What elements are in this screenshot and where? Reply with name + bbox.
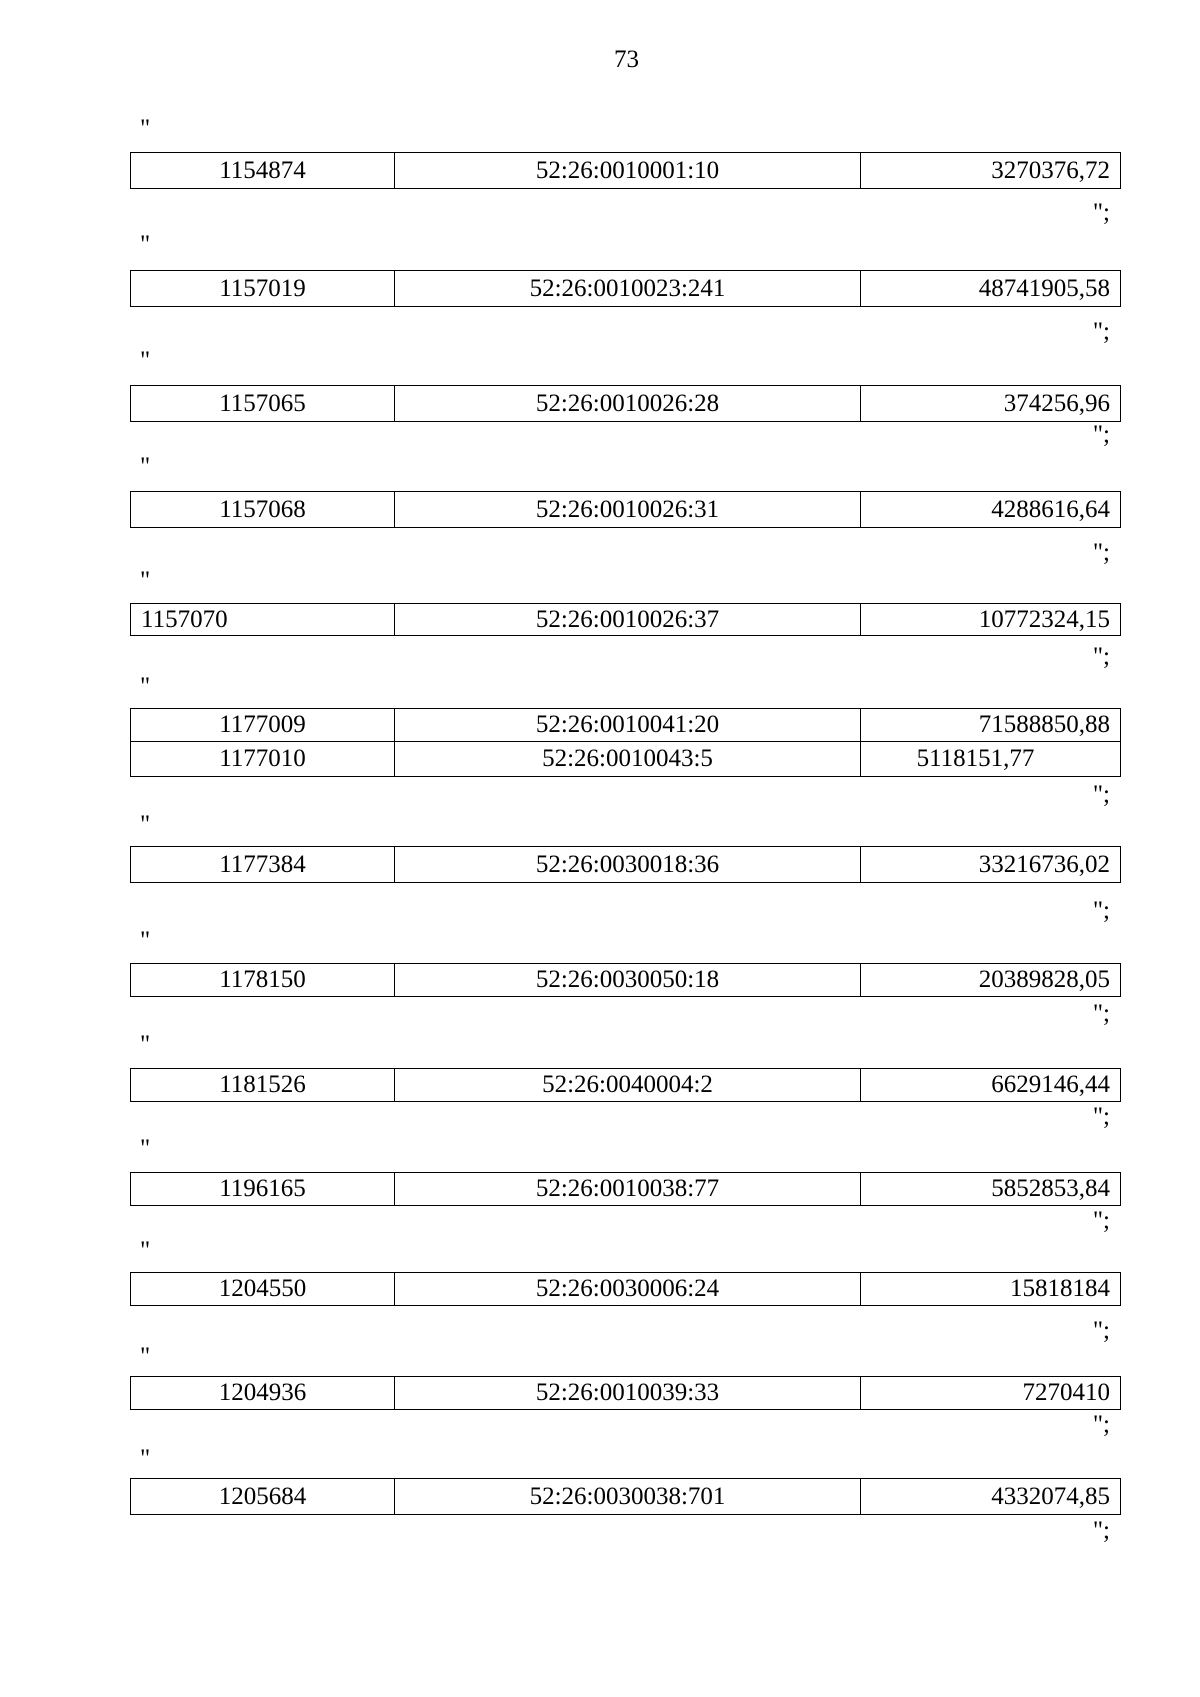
cadastral-number: 52:26:0010001:10 bbox=[395, 153, 861, 189]
page-number: 73 bbox=[614, 46, 639, 73]
cadastral-number: 52:26:0010039:33 bbox=[395, 1377, 861, 1410]
close-quote: "; bbox=[1092, 1317, 1110, 1344]
table-row bbox=[131, 1273, 1121, 1306]
cadastral-number: 52:26:0030038:701 bbox=[395, 1479, 861, 1515]
record-number: 1181526 bbox=[131, 1069, 395, 1102]
table-row bbox=[131, 1069, 1121, 1102]
table-row bbox=[131, 1173, 1121, 1206]
record-table bbox=[130, 152, 1121, 189]
record-number: 1157068 bbox=[131, 492, 395, 528]
cadastral-value: 48741905,58 bbox=[861, 271, 1121, 307]
table-row bbox=[131, 492, 1121, 528]
cadastral-value: 7270410 bbox=[861, 1377, 1121, 1410]
record-table bbox=[130, 1068, 1121, 1102]
open-quote: " bbox=[140, 1135, 151, 1162]
cadastral-value: 20389828,05 bbox=[861, 964, 1121, 997]
table-row bbox=[131, 709, 1121, 742]
record-table bbox=[130, 1478, 1121, 1515]
close-quote: "; bbox=[1092, 539, 1110, 566]
record-table bbox=[130, 491, 1121, 528]
open-quote: " bbox=[140, 1237, 151, 1264]
record-table bbox=[130, 385, 1121, 422]
open-quote: " bbox=[140, 453, 151, 480]
open-quote: " bbox=[140, 115, 151, 142]
open-quote: " bbox=[140, 1445, 151, 1472]
open-quote: " bbox=[140, 811, 151, 838]
table-row bbox=[131, 604, 1121, 636]
close-quote: "; bbox=[1092, 1411, 1110, 1438]
cadastral-value: 5852853,84 bbox=[861, 1173, 1121, 1206]
cadastral-value: 3270376,72 bbox=[861, 153, 1121, 189]
record-number: 1196165 bbox=[131, 1173, 395, 1206]
record-block bbox=[130, 1031, 1120, 1134]
close-quote: "; bbox=[1092, 199, 1110, 226]
open-quote: " bbox=[140, 347, 151, 374]
record-block bbox=[130, 1237, 1120, 1344]
open-quote: " bbox=[140, 231, 151, 258]
open-quote: " bbox=[140, 927, 151, 954]
cadastral-value: 15818184 bbox=[861, 1273, 1121, 1306]
record-table bbox=[130, 1272, 1121, 1306]
cadastral-number: 52:26:0010026:37 bbox=[395, 604, 861, 636]
record-table bbox=[130, 603, 1121, 636]
open-quote: " bbox=[140, 567, 151, 594]
open-quote: " bbox=[140, 1343, 151, 1370]
cadastral-number: 52:26:0010043:5 bbox=[395, 742, 861, 777]
record-block bbox=[130, 927, 1120, 1030]
cadastral-value: 10772324,15 bbox=[861, 604, 1121, 636]
record-number: 1177010 bbox=[131, 742, 395, 777]
record-number: 1177384 bbox=[131, 847, 395, 883]
table-row bbox=[131, 847, 1121, 883]
record-table bbox=[130, 1376, 1121, 1410]
table-row bbox=[131, 742, 1121, 777]
close-quote: "; bbox=[1092, 781, 1110, 808]
record-block bbox=[130, 1343, 1120, 1446]
cadastral-number: 52:26:0010041:20 bbox=[395, 709, 861, 742]
record-table bbox=[130, 708, 1121, 777]
record-block bbox=[130, 811, 1120, 924]
cadastral-value: 4288616,64 bbox=[861, 492, 1121, 528]
close-quote: "; bbox=[1092, 421, 1110, 448]
cadastral-value: 33216736,02 bbox=[861, 847, 1121, 883]
record-number: 1205684 bbox=[131, 1479, 395, 1515]
close-quote: "; bbox=[1092, 318, 1110, 345]
close-quote: "; bbox=[1092, 1207, 1110, 1234]
record-block bbox=[130, 673, 1120, 808]
table-row bbox=[131, 271, 1121, 307]
record-table bbox=[130, 270, 1121, 307]
cadastral-number: 52:26:0010026:31 bbox=[395, 492, 861, 528]
record-block bbox=[130, 1135, 1120, 1238]
record-block bbox=[130, 567, 1120, 670]
cadastral-number: 52:26:0030050:18 bbox=[395, 964, 861, 997]
record-number: 1154874 bbox=[131, 153, 395, 189]
cadastral-value: 4332074,85 bbox=[861, 1479, 1121, 1515]
close-quote: "; bbox=[1092, 1517, 1110, 1544]
cadastral-number: 52:26:0030006:24 bbox=[395, 1273, 861, 1306]
record-block bbox=[130, 1445, 1120, 1558]
record-table bbox=[130, 963, 1121, 997]
record-number: 1157065 bbox=[131, 386, 395, 422]
record-table bbox=[130, 846, 1121, 883]
cadastral-number: 52:26:0040004:2 bbox=[395, 1069, 861, 1102]
cadastral-value: 71588850,88 bbox=[861, 709, 1121, 742]
cadastral-number: 52:26:0010026:28 bbox=[395, 386, 861, 422]
table-row bbox=[131, 1479, 1121, 1515]
record-block bbox=[130, 453, 1120, 566]
table-row bbox=[131, 386, 1121, 422]
cadastral-value: 6629146,44 bbox=[861, 1069, 1121, 1102]
close-quote: "; bbox=[1092, 897, 1110, 924]
record-number: 1177009 bbox=[131, 709, 395, 742]
record-block bbox=[130, 347, 1120, 450]
cadastral-number: 52:26:0030018:36 bbox=[395, 847, 861, 883]
record-block bbox=[130, 115, 1120, 228]
record-number: 1204550 bbox=[131, 1273, 395, 1306]
cadastral-value: 5118151,77 bbox=[861, 742, 1121, 777]
record-number: 1157019 bbox=[131, 271, 395, 307]
close-quote: "; bbox=[1092, 1000, 1110, 1027]
record-table bbox=[130, 1172, 1121, 1206]
record-number: 1157070 bbox=[131, 604, 395, 636]
record-number: 1204936 bbox=[131, 1377, 395, 1410]
cadastral-value: 374256,96 bbox=[861, 386, 1121, 422]
cadastral-number: 52:26:0010038:77 bbox=[395, 1173, 861, 1206]
table-row bbox=[131, 964, 1121, 997]
open-quote: " bbox=[140, 1031, 151, 1058]
open-quote: " bbox=[140, 673, 151, 700]
record-number: 1178150 bbox=[131, 964, 395, 997]
close-quote: "; bbox=[1092, 1103, 1110, 1130]
close-quote: "; bbox=[1092, 643, 1110, 670]
table-row bbox=[131, 153, 1121, 189]
record-block bbox=[130, 231, 1120, 345]
cadastral-number: 52:26:0010023:241 bbox=[395, 271, 861, 307]
table-row bbox=[131, 1377, 1121, 1410]
